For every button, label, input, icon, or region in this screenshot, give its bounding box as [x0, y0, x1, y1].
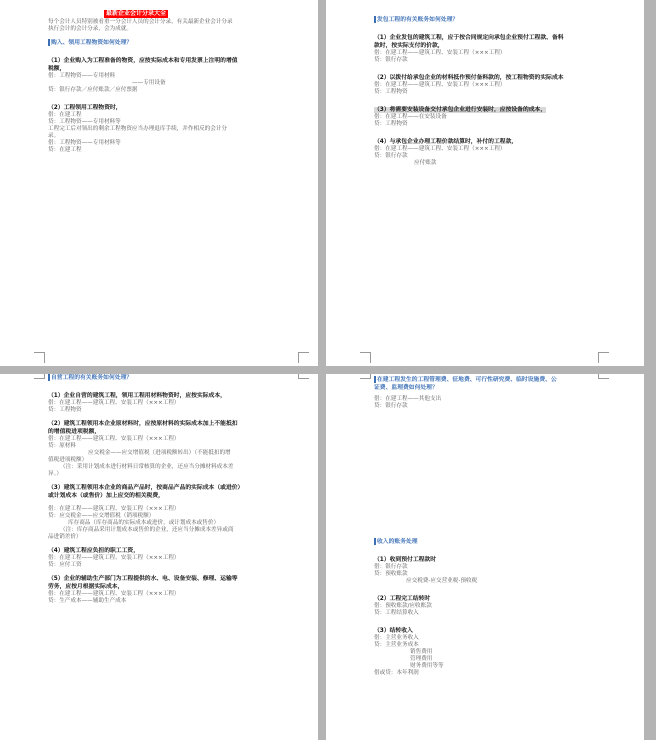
item-title: （2）以拨付给承包企业的材料抵作预付备料款的，按工程物资的实际成本 — [374, 75, 564, 81]
entry-line: 库存商品（库存商品的实际成本或进价，或计划成本或售价） — [68, 520, 220, 526]
entry-line: 借：在建工程——建筑工程、安装工程（×××工程） — [374, 50, 506, 56]
entry-line: 贷：工程物资 — [374, 89, 408, 95]
item-title: （3）结转收入 — [374, 628, 413, 634]
item-title: （1）收到预付工程款时 — [374, 557, 437, 563]
heading-marker — [48, 39, 50, 46]
entry-line: 贷：工程物资 — [48, 407, 82, 413]
crop-mark — [360, 352, 371, 363]
entry-line: 借：银行存款 — [374, 564, 408, 570]
item-title: （3）将需要安装设备交付承包企业进行安装时，应按设备的成本， — [374, 107, 547, 113]
crop-mark — [34, 374, 45, 379]
entry-line: 借：在建工程——建筑工程、安装工程（×××工程） — [48, 506, 180, 512]
entry-line: 借：在建工程——建筑工程、安装工程（×××工程） — [48, 436, 180, 442]
entry-line: 贷：工程物资 — [374, 121, 408, 127]
entry-line: 借：在建工程——其他支出 — [374, 396, 442, 402]
item-title: （4）与承包企业办理工程价款结算时，补付的工程款， — [374, 139, 518, 145]
section-heading: 证费、监理费如何处理？ — [374, 385, 438, 391]
entry-prefix: 借或贷： — [374, 670, 397, 676]
entry-line: 借：工程物资——专用材料等 — [48, 140, 121, 146]
entry-line: 应交税金——应交增值税（进项税额转出）（不能抵扣的增 — [88, 450, 231, 456]
entry-line: 贷：工程结算收入 — [374, 610, 419, 616]
document-page-3 — [0, 374, 318, 740]
heading-marker — [374, 16, 376, 23]
intro-line: 每个会计人员特别被看重一分会计人员的会计分录，有关最新企业会计分录 — [48, 19, 233, 25]
entry-line: 借：工程物资——专用材料 — [48, 73, 116, 79]
heading-marker — [374, 376, 376, 383]
item-title: （5）企业的辅助生产部门为工程提供的水、电、设备安装、修理、运输等 — [48, 576, 238, 582]
entry-line: 贷：原材料 — [48, 443, 76, 449]
item-title: （2）工程完工结转时 — [374, 596, 431, 602]
entry-line: 贷：主营业务成本 — [374, 642, 419, 648]
entry-line: 贷：应付工资 — [48, 562, 82, 568]
entry-line: 贷：银行存款 — [374, 57, 408, 63]
crop-mark — [34, 352, 45, 363]
section-heading: 在建工程发生的工程管理费、征地费、可行性研究费、临时设施费、公 — [374, 376, 624, 384]
item-title: （2）建筑工程领用本企业原材料时，应按原材料的实际成本加上不能抵扣 — [48, 421, 238, 427]
item-title: 或计划成本（或售价）加上应交的相关税费， — [48, 493, 164, 499]
item-title: （1）企业发包的建筑工程，应于按合同规定向承包企业预付工程款、备料 — [374, 35, 564, 41]
entry-line: （注：库存商品采用计划成本或售价的企业，还应当分摊成本差异或商 — [60, 527, 234, 533]
item-title: 劳务，应按月根据实际成本， — [48, 584, 124, 590]
entry-line: 工程完工后对领出的剩余工程物资应当办理退库手续，并作相反的会计分 — [48, 126, 228, 132]
document-page-2 — [326, 0, 644, 366]
entry-line: 贷：预收账款 — [374, 571, 408, 577]
entry-line: 应交税费-应交营业税-预收税 — [406, 578, 478, 584]
entry-line: 贷：应交税金——应交增值税（销项税额） — [48, 513, 155, 519]
entry-line: 贷：工程物资——专用材料等 — [48, 119, 121, 125]
heading-marker — [374, 538, 376, 545]
heading-marker — [48, 374, 50, 381]
item-title: （3）建筑工程领用本企业的商品产品时，按商品产品的实际成本（或进价） — [48, 485, 244, 491]
entry-line: 贷：银行存款／应付账款／应付票据 — [48, 87, 138, 93]
entry-value: 本年利润 — [396, 670, 419, 676]
intro-line: 执行会计的会计分录，会为成就。 — [48, 26, 132, 32]
entry-line: ——专用设备 — [132, 80, 166, 86]
crop-mark — [298, 352, 309, 363]
entry-line: 借：在建工程——建筑工程、安装工程（×××工程） — [48, 400, 180, 406]
section-heading: 发包工程的有关账务如何处理？ — [374, 16, 624, 24]
entry-line: 贷：生产成本——辅助生产成本 — [48, 598, 127, 604]
entry-line: 贷：银行存款 — [374, 153, 408, 159]
entry-line: 贷：在建工程 — [48, 147, 82, 153]
entry-line: 借：在建工程——建筑工程、安装工程（×××工程） — [374, 146, 506, 152]
section-heading: 自营工程的有关账务如何处理？ — [48, 374, 298, 382]
entry-line: 管理费用 — [410, 656, 433, 662]
entry-line: （注：采用计划成本进行材料日常核算的企业，还应当分摊材料成本差 — [60, 464, 234, 470]
entry-line: 借：预收账款/应收账款 — [374, 603, 432, 609]
section-heading: 购入、领用工程物资如何处理？ — [48, 39, 298, 47]
item-title: （2）工程领用工程物资时， — [48, 105, 122, 111]
item-title: 款时，按实际支付的价款， — [374, 43, 444, 49]
entry-line — [374, 670, 624, 677]
entry-line: 应付账款 — [414, 160, 437, 166]
document-page-1 — [0, 0, 318, 366]
crop-mark — [298, 374, 309, 379]
entry-line: 借：在建工程——建筑工程、安装工程（×××工程） — [374, 82, 506, 88]
item-title: 税额， — [48, 66, 66, 72]
item-title: （4）建筑工程应负担的职工工资， — [48, 548, 139, 554]
entry-line: 异。） — [48, 471, 62, 477]
entry-line: 录。 — [48, 133, 60, 139]
item-title: （1）企业自营的建筑工程，领用工程用材料物资时，应按实际成本， — [48, 393, 226, 399]
item-title: （1）企业购入为工程准备的物资，应按实际成本和专用发票上注明的增值 — [48, 58, 238, 64]
item-title: 的增值税进项税额， — [48, 429, 101, 435]
page-title: 最新企业会计分录大全 — [106, 10, 167, 17]
document-page-4 — [326, 374, 644, 740]
entry-line: 贷：银行存款 — [374, 403, 408, 409]
entry-line: 借：主营业务收入 — [374, 635, 419, 641]
entry-line: 品进销差价） — [48, 534, 82, 540]
entry-line: 借：在建工程 — [48, 112, 82, 118]
entry-line: 借：在建工程——在安装设备 — [374, 114, 447, 120]
crop-mark — [598, 352, 609, 363]
entry-line: 借：在建工程——建筑工程、安装工程（×××工程） — [48, 555, 180, 561]
entry-line: 借：在建工程——建筑工程、安装工程（×××工程） — [48, 591, 180, 597]
entry-line: 财务费用等等 — [410, 663, 444, 669]
section-heading: 收入的账务处理 — [374, 538, 624, 546]
entry-line: 值税进项税额） — [48, 457, 88, 463]
crop-mark — [360, 374, 371, 379]
entry-line: 销售费用 — [410, 649, 433, 655]
